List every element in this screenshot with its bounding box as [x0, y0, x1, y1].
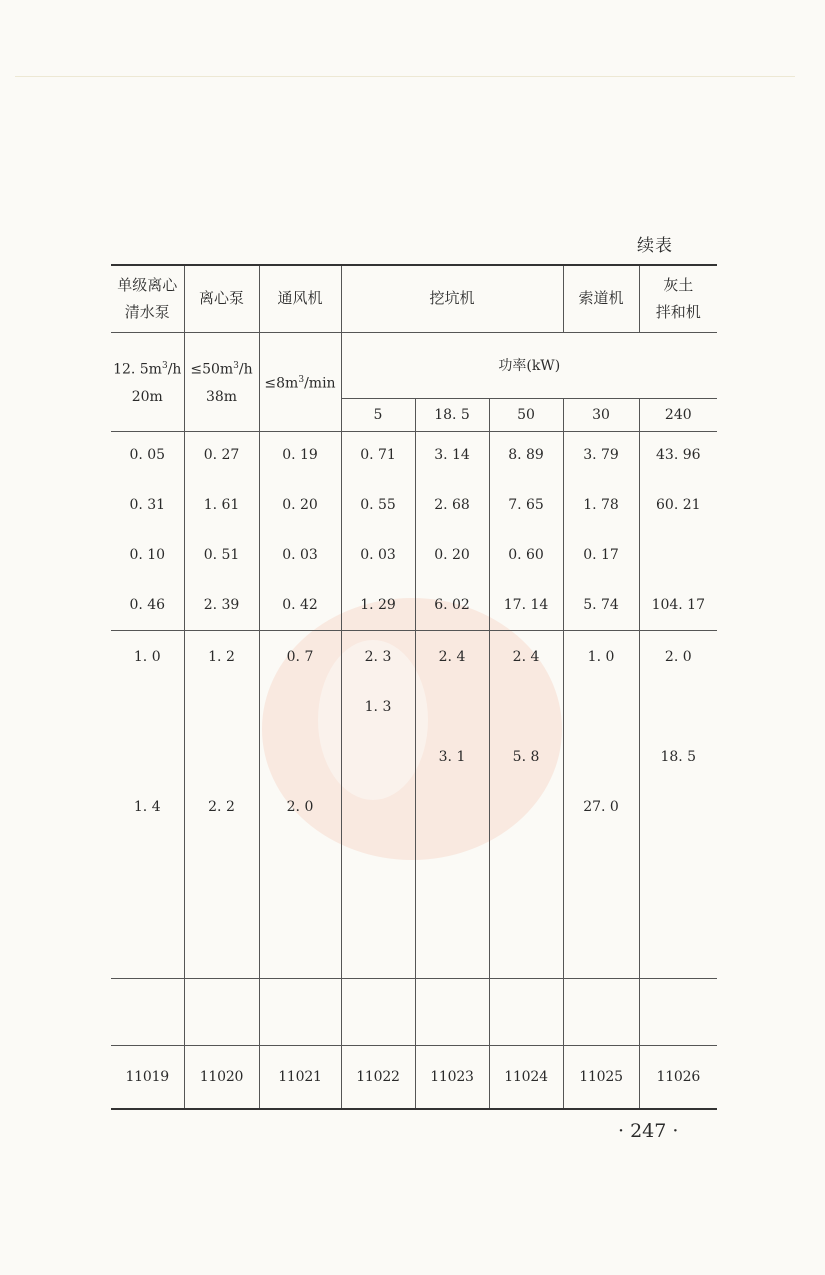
values2-col4: 2. 3 1. 3 — [341, 630, 415, 978]
power-value: 5 — [341, 398, 415, 431]
spec-cell-col1: 12. $5m^3/h$ 20m — [111, 332, 184, 431]
power-label: 功率(kW) — [341, 332, 717, 398]
header-cell-col4: 挖坑机 — [341, 265, 563, 332]
code-cell: 11020 — [184, 1045, 259, 1109]
code-cell: 11024 — [489, 1045, 563, 1109]
header-cell-col3: 通风机 — [259, 265, 341, 332]
spec-cell-col2: $\le 50m^3/h$ 38m — [184, 332, 259, 431]
code-cell: 11019 — [111, 1045, 184, 1109]
power-value: 240 — [639, 398, 717, 431]
header-cell-col2: 离心泵 — [184, 265, 259, 332]
spec-row — [111, 332, 717, 398]
code-cell: 11025 — [563, 1045, 639, 1109]
header-cell-col1: 单级离心 清水泵 — [111, 265, 184, 332]
continuation-label: 续表 — [637, 236, 673, 256]
code-cell: 11026 — [639, 1045, 717, 1109]
values-col5: 3. 14 2. 68 0. 20 6. 02 — [415, 431, 489, 630]
values2-col6: 2. 4 5. 8 — [489, 630, 563, 978]
spec-cell-col3: $\le 8m^3/\min$ — [259, 332, 341, 431]
values2-col3: 0. 7 2. 0 — [259, 630, 341, 978]
machine-consumption-table — [111, 264, 717, 1110]
values2-col2: 1. 2 2. 2 — [184, 630, 259, 978]
values-col1: 0. 05 0. 31 0. 10 0. 46 — [111, 431, 184, 630]
power-value: 18. 5 — [415, 398, 489, 431]
values-col3: 0. 19 0. 20 0. 03 0. 42 — [259, 431, 341, 630]
values-col2: 0. 27 1. 61 0. 51 2. 39 — [184, 431, 259, 630]
values2-col7: 1. 0 27. 0 — [563, 630, 639, 978]
values2-col1: 1. 0 1. 4 — [111, 630, 184, 978]
values-col4: 0. 71 0. 55 0. 03 1. 29 — [341, 431, 415, 630]
values-col7: 3. 79 1. 78 0. 17 5. 74 — [563, 431, 639, 630]
code-row — [111, 1045, 717, 1109]
values2-col5: 2. 4 3. 1 — [415, 630, 489, 978]
values-col6: 8. 89 7. 65 0. 60 17. 14 — [489, 431, 563, 630]
header-cell-col6: 灰土 拌和机 — [639, 265, 717, 332]
values-block-1 — [111, 431, 717, 630]
power-value: 30 — [563, 398, 639, 431]
scan-edge-line — [15, 76, 795, 77]
page-number: · 247 · — [618, 1120, 679, 1142]
empty-row — [111, 978, 717, 1045]
values-col8: 43. 96 60. 21 104. 17 — [639, 431, 717, 630]
code-cell: 11023 — [415, 1045, 489, 1109]
power-value: 50 — [489, 398, 563, 431]
values-block-2 — [111, 630, 717, 978]
header-cell-col5: 索道机 — [563, 265, 639, 332]
code-cell: 11021 — [259, 1045, 341, 1109]
code-cell: 11022 — [341, 1045, 415, 1109]
header-row — [111, 265, 717, 332]
values2-col8: 2. 0 18. 5 — [639, 630, 717, 978]
